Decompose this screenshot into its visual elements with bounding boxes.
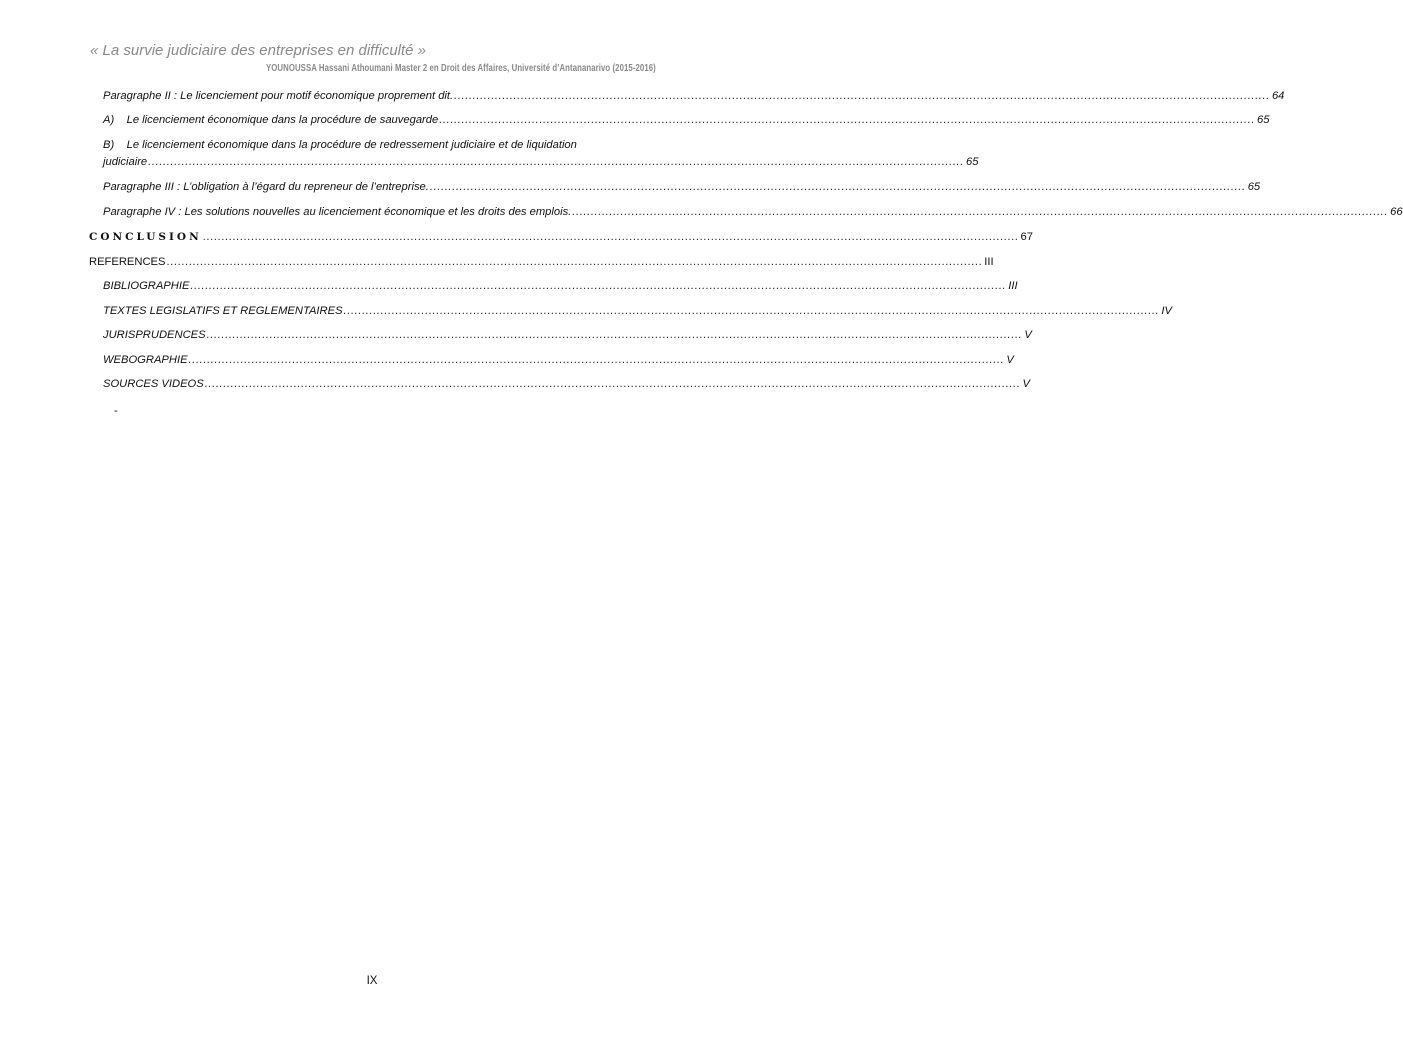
toc-entry-label: BIBLIOGRAPHIE [103, 280, 190, 292]
toc-leader-dots: ............................................................................................................................................................................................................................ [202, 231, 1019, 243]
toc-entry-page: V [1022, 378, 1030, 390]
toc-entry-label: SOURCES VIDEOS [103, 378, 204, 390]
toc-entry-page: 64 [1271, 90, 1285, 102]
toc-entry-page: 65 [1257, 114, 1270, 126]
toc-leader-dots: ............................................................................................................................................................................................................................ [206, 329, 1023, 341]
document-header-subtitle: YOUNOUSSA Hassani Athoumani Master 2 en Droit des Affaires, Université d’Antananarivo (2015-2016) [266, 63, 656, 74]
toc-entry-a[interactable] [103, 114, 1270, 126]
toc-entry-label: WEBOGRAPHIE [103, 354, 188, 366]
toc-leader-dots: ............................................................................................................................................................................................................................ [190, 280, 1007, 292]
toc-entry-page: III [984, 256, 994, 268]
toc-entry-webographie[interactable] [103, 354, 1014, 366]
toc-entry-page: V [1024, 329, 1032, 341]
toc-leader-dots: ............................................................................................................................................................................................................................ [454, 90, 1270, 102]
toc-entry-label: Paragraphe III : L’obligation à l’égard du repreneur de l’entreprise. [103, 181, 429, 193]
toc-entry-label: A) Le licenciement économique dans la procédure de sauvegarde [103, 114, 439, 126]
stray-dash: - [114, 405, 118, 417]
toc-entry-paragraphe-3[interactable] [103, 181, 1261, 193]
toc-entry-page: IV [1161, 305, 1172, 317]
toc-entry-page: III [1008, 280, 1018, 292]
toc-entry-jurisprudences[interactable] [103, 329, 1032, 341]
toc-entry-textes[interactable] [103, 305, 1172, 317]
toc-leader-dots: ............................................................................................................................................................................................................................ [148, 156, 964, 168]
toc-entry-label: JURISPRUDENCES [103, 329, 206, 341]
document-header-title: « La survie judiciaire des entreprises en difficulté » [90, 42, 427, 59]
toc-entry-sources-videos[interactable] [103, 378, 1030, 390]
toc-entry-paragraphe-2[interactable] [103, 90, 1285, 102]
toc-entry-page: 65 [965, 156, 979, 168]
toc-entry-label: Paragraphe IV : Les solutions nouvelles au licenciement économique et les droits des emplois. [103, 206, 572, 218]
toc-entry-references[interactable] [89, 256, 994, 268]
toc-leader-dots: ............................................................................................................................................................................................................................ [188, 354, 1005, 366]
toc-entry-label: REFERENCES [89, 256, 166, 268]
toc-leader-dots: ............................................................................................................................................................................................................................ [343, 305, 1160, 317]
toc-leader-dots: ............................................................................................................................................................................................................................ [439, 114, 1256, 126]
page-number: IX [366, 975, 378, 987]
toc-entry-label: CONCLUSION [89, 231, 202, 243]
toc-entry-page: 65 [1247, 181, 1261, 193]
toc-entry-paragraphe-4[interactable] [103, 206, 1403, 218]
toc-entry-bibliographie[interactable] [103, 280, 1018, 292]
toc-entry-label: TEXTES LEGISLATIFS ET REGLEMENTAIRES [103, 305, 343, 317]
toc-entry-b[interactable] [103, 156, 979, 168]
toc-entry-label: judiciaire [103, 156, 148, 168]
toc-entry-conclusion[interactable] [89, 231, 1033, 243]
toc-entry-page: V [1006, 354, 1014, 366]
toc-leader-dots: ............................................................................................................................................................................................................................ [166, 256, 983, 268]
toc-entry-page: 67 [1020, 231, 1033, 243]
toc-entry-label: Paragraphe II : Le licenciement pour motif économique proprement dit. [103, 90, 454, 102]
toc-leader-dots: ............................................................................................................................................................................................................................ [204, 378, 1021, 390]
toc-leader-dots: ............................................................................................................................................................................................................................ [429, 181, 1246, 193]
toc-leader-dots: ............................................................................................................................................................................................................................ [572, 206, 1389, 218]
toc-entry-page: 66 [1390, 206, 1403, 218]
toc-entry-b-line1[interactable]: B) Le licenciement économique dans la procédure de redressement judiciaire et de liquidation [103, 139, 577, 151]
